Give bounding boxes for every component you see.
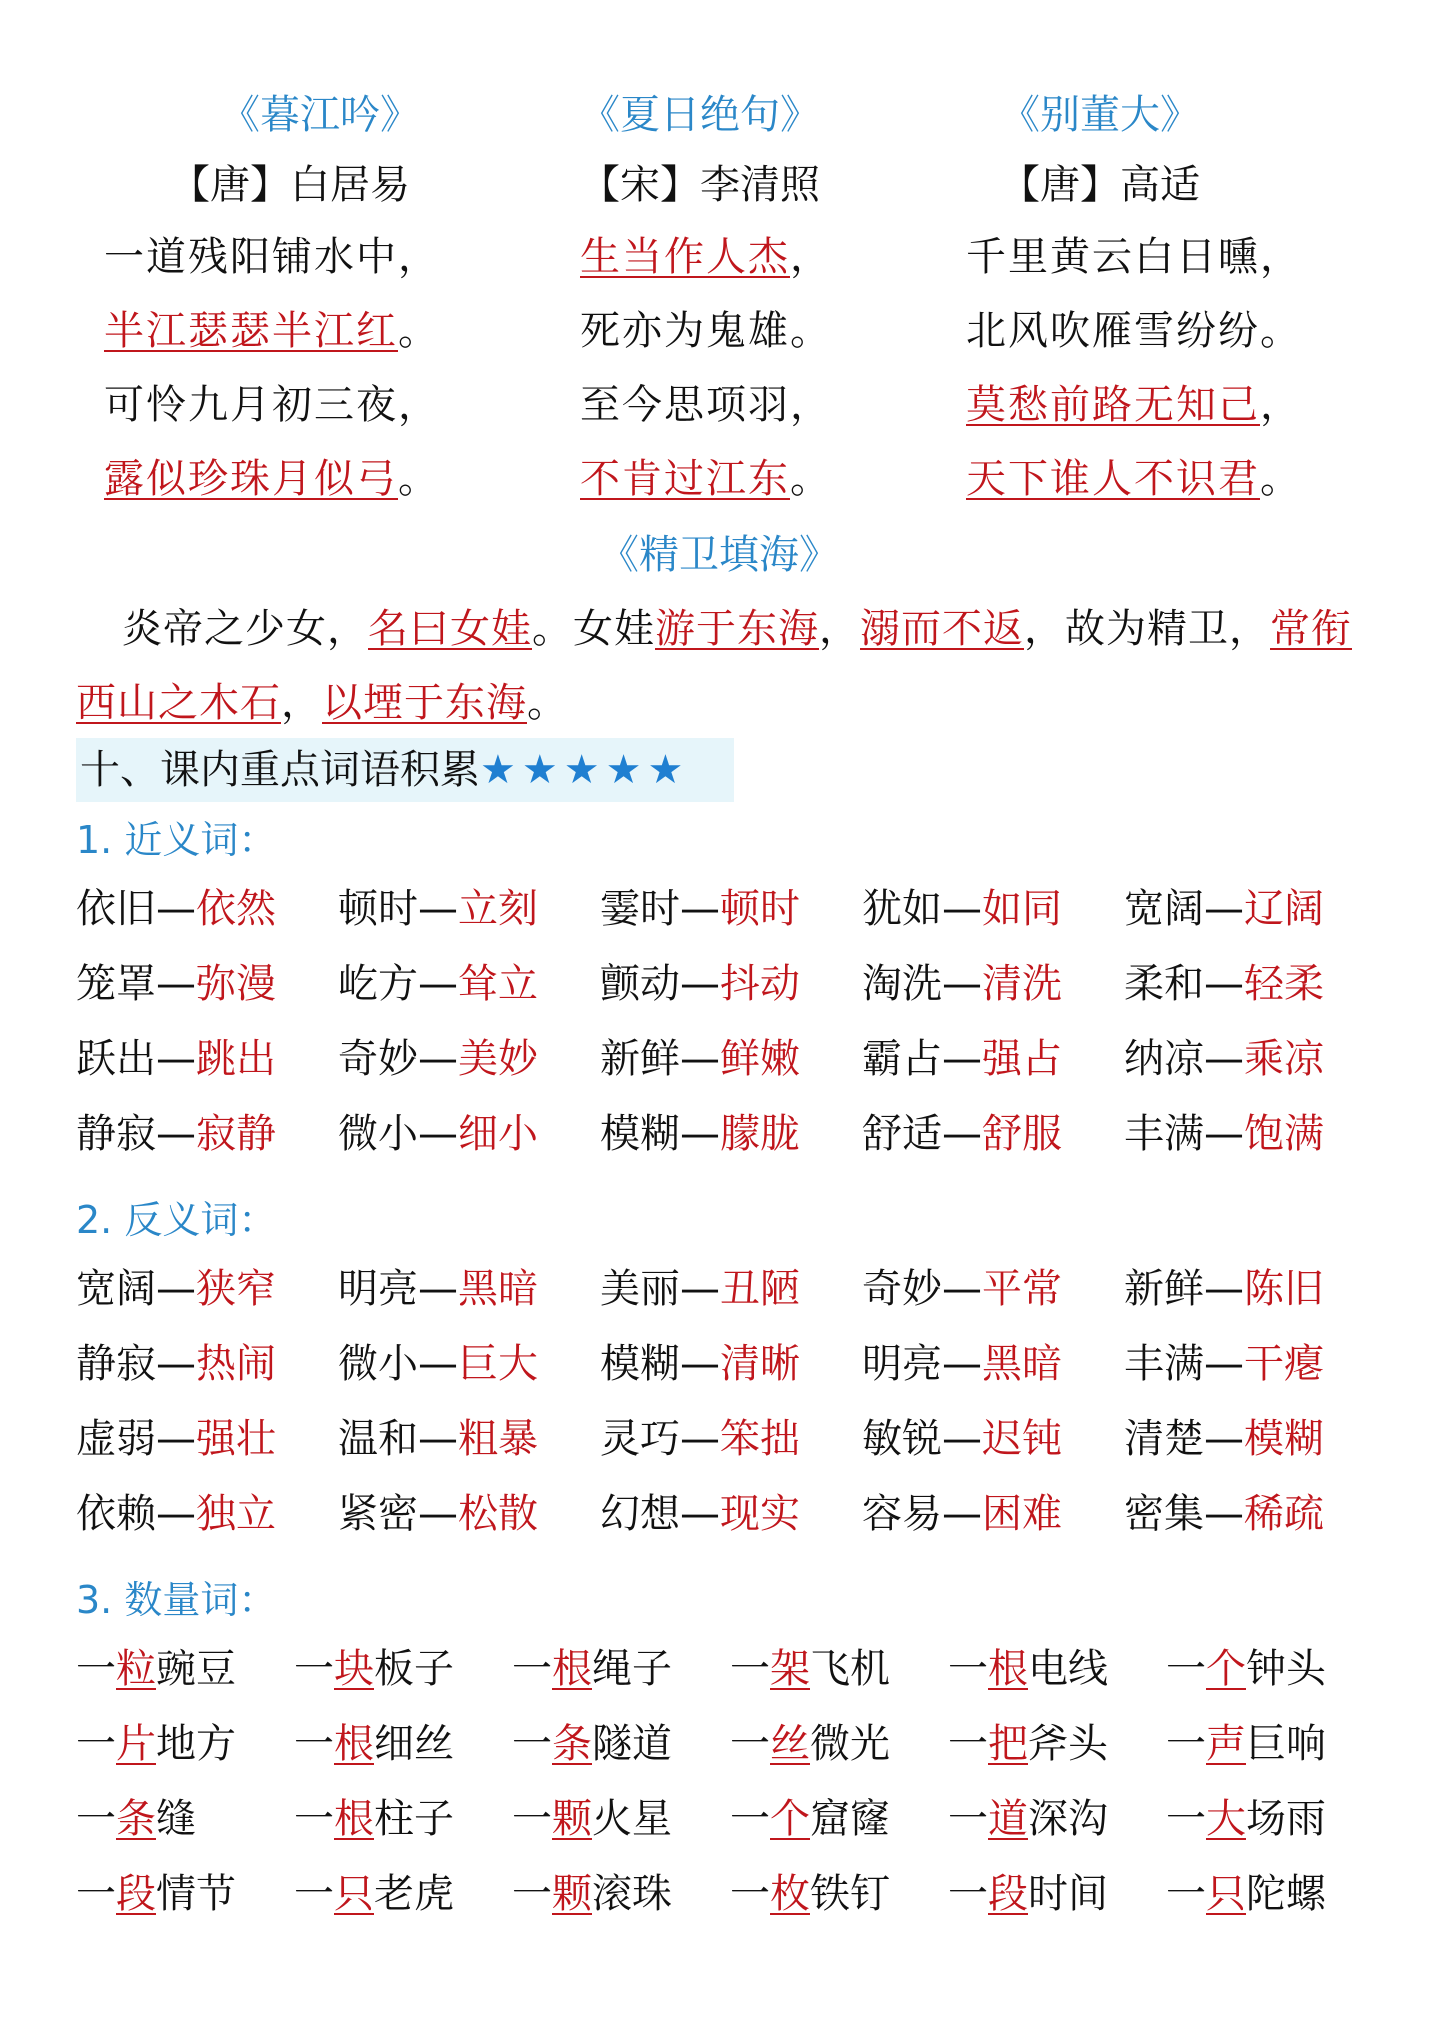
- poem-line: 至今思项羽，: [580, 382, 832, 428]
- measure-row: [76, 1632, 1376, 1707]
- word-pair: [338, 1252, 538, 1327]
- word-given: 宽阔—: [76, 1266, 196, 1312]
- measure-noun: 深沟: [1028, 1796, 1108, 1842]
- word-pair: [862, 1252, 1062, 1327]
- measure-number: 一: [1166, 1721, 1206, 1767]
- poem-line: 死亦为鬼雄。: [580, 308, 832, 354]
- word-given: 犹如—: [862, 886, 982, 932]
- measure-phrase: [512, 1632, 672, 1707]
- word-given: 敏锐—: [862, 1416, 982, 1462]
- word-pair: [76, 947, 276, 1022]
- poem-muyjiangyin: [80, 80, 560, 516]
- word-row: [76, 947, 1376, 1022]
- word-given: 明亮—: [862, 1341, 982, 1387]
- measure-number: 一: [1166, 1646, 1206, 1692]
- measure-row: [76, 1857, 1376, 1932]
- measure-phrase: [512, 1782, 672, 1857]
- word-answer: 耸立: [458, 961, 538, 1007]
- measure-word: 根: [552, 1646, 592, 1692]
- measure-number: 一: [512, 1721, 552, 1767]
- word-given: 模糊—: [600, 1341, 720, 1387]
- word-answer: 轻柔: [1244, 961, 1324, 1007]
- word-pair: [600, 1477, 800, 1552]
- word-row: [76, 1477, 1376, 1552]
- word-row: [76, 1402, 1376, 1477]
- measure-number: 一: [730, 1796, 770, 1842]
- word-answer: 清洗: [982, 961, 1062, 1007]
- measure-phrase: [294, 1632, 454, 1707]
- antonyms-heading: 2. 反义词：: [76, 1198, 277, 1242]
- word-given: 密集—: [1124, 1491, 1244, 1537]
- word-given: 微小—: [338, 1341, 458, 1387]
- word-pair: [1124, 1022, 1324, 1097]
- word-pair: [862, 947, 1062, 1022]
- measure-phrase: [1166, 1707, 1326, 1782]
- word-given: 舒适—: [862, 1111, 982, 1157]
- word-pair: [600, 1402, 800, 1477]
- measure-number: 一: [294, 1721, 334, 1767]
- word-given: 明亮—: [338, 1266, 458, 1312]
- measure-noun: 缝: [156, 1796, 196, 1842]
- measure-phrase: [76, 1707, 236, 1782]
- measure-noun: 微光: [810, 1721, 890, 1767]
- poem-line: 莫愁前路无知己，: [966, 382, 1302, 428]
- word-given: 奇妙—: [862, 1266, 982, 1312]
- word-answer: 饱满: [1244, 1111, 1324, 1157]
- word-pair: [338, 872, 538, 947]
- word-given: 依赖—: [76, 1491, 196, 1537]
- poem-author: 【唐】白居易: [170, 162, 410, 208]
- word-answer: 强占: [982, 1036, 1062, 1082]
- measure-word: 块: [334, 1646, 374, 1692]
- measure-phrase: [948, 1782, 1108, 1857]
- measure-number: 一: [76, 1796, 116, 1842]
- measure-word: 根: [988, 1646, 1028, 1692]
- story-title: 《精卫填海》: [599, 532, 839, 578]
- measure-noun: 地方: [156, 1721, 236, 1767]
- word-answer: 跳出: [196, 1036, 276, 1082]
- measures-grid: [76, 1632, 1376, 1932]
- word-answer: 依然: [196, 886, 276, 932]
- poem-line: 露似珍珠月似弓。: [104, 456, 440, 502]
- word-pair: [76, 1097, 276, 1172]
- word-given: 淘洗—: [862, 961, 982, 1007]
- measure-phrase: [512, 1707, 672, 1782]
- measure-word: 只: [334, 1871, 374, 1917]
- word-given: 宽阔—: [1124, 886, 1244, 932]
- story-text: [76, 592, 1376, 740]
- word-given: 依旧—: [76, 886, 196, 932]
- measure-phrase: [76, 1632, 236, 1707]
- story-key-phrase: 名曰女娃: [368, 606, 532, 652]
- word-pair: [338, 1097, 538, 1172]
- word-pair: [862, 1097, 1062, 1172]
- word-answer: 巨大: [458, 1341, 538, 1387]
- measure-number: 一: [730, 1646, 770, 1692]
- measure-number: 一: [512, 1646, 552, 1692]
- poem-line: 半江瑟瑟半江红。: [104, 308, 440, 354]
- word-row: [76, 1252, 1376, 1327]
- word-given: 美丽—: [600, 1266, 720, 1312]
- story-key-phrase: 溺而不返: [860, 606, 1024, 652]
- measure-word: 个: [770, 1796, 810, 1842]
- measure-word: 根: [334, 1796, 374, 1842]
- story-text-segment: 炎帝之少女，: [122, 606, 368, 652]
- measure-word: 个: [1206, 1646, 1246, 1692]
- word-answer: 笨拙: [720, 1416, 800, 1462]
- word-answer: 鲜嫩: [720, 1036, 800, 1082]
- story-text-segment: ，故为精卫，: [1024, 606, 1270, 652]
- word-pair: [600, 1097, 800, 1172]
- measure-noun: 场雨: [1246, 1796, 1326, 1842]
- word-answer: 独立: [196, 1491, 276, 1537]
- measure-phrase: [948, 1857, 1108, 1932]
- word-pair: [76, 872, 276, 947]
- word-answer: 美妙: [458, 1036, 538, 1082]
- word-given: 静寂—: [76, 1111, 196, 1157]
- story-text-segment: ，: [819, 606, 860, 652]
- word-pair: [76, 1402, 276, 1477]
- word-pair: [600, 1327, 800, 1402]
- word-pair: [1124, 1402, 1324, 1477]
- measure-number: 一: [512, 1796, 552, 1842]
- measure-word: 只: [1206, 1871, 1246, 1917]
- poem-biedongda: [940, 80, 1420, 516]
- measure-noun: 绳子: [592, 1646, 672, 1692]
- word-pair: [1124, 1252, 1324, 1327]
- measure-noun: 豌豆: [156, 1646, 236, 1692]
- word-answer: 辽阔: [1244, 886, 1324, 932]
- word-given: 模糊—: [600, 1111, 720, 1157]
- word-given: 新鲜—: [600, 1036, 720, 1082]
- measure-word: 粒: [116, 1646, 156, 1692]
- word-answer: 弥漫: [196, 961, 276, 1007]
- measure-noun: 柱子: [374, 1796, 454, 1842]
- word-answer: 松散: [458, 1491, 538, 1537]
- measure-word: 把: [988, 1721, 1028, 1767]
- word-answer: 迟钝: [982, 1416, 1062, 1462]
- word-given: 霎时—: [600, 886, 720, 932]
- measure-word: 颗: [552, 1796, 592, 1842]
- measure-noun: 巨响: [1246, 1721, 1326, 1767]
- poem-line: 北风吹雁雪纷纷。: [966, 308, 1302, 354]
- measure-word: 颗: [552, 1871, 592, 1917]
- word-answer: 黑暗: [982, 1341, 1062, 1387]
- story-key-phrase: 游于东海: [655, 606, 819, 652]
- word-pair: [338, 1327, 538, 1402]
- word-pair: [338, 1402, 538, 1477]
- word-answer: 狭窄: [196, 1266, 276, 1312]
- poem-line: 天下谁人不识君。: [966, 456, 1302, 502]
- word-answer: 寂静: [196, 1111, 276, 1157]
- measure-noun: 铁钉: [810, 1871, 890, 1917]
- word-pair: [600, 872, 800, 947]
- word-given: 柔和—: [1124, 961, 1244, 1007]
- poem-author: 【宋】李清照: [580, 162, 820, 208]
- word-answer: 抖动: [720, 961, 800, 1007]
- measure-phrase: [512, 1857, 672, 1932]
- measure-number: 一: [294, 1796, 334, 1842]
- story-text-segment: ，: [281, 680, 322, 726]
- word-pair: [76, 1477, 276, 1552]
- poem-title: 《夏日绝句》: [580, 92, 820, 138]
- word-pair: [338, 1022, 538, 1097]
- word-given: 奇妙—: [338, 1036, 458, 1082]
- word-given: 纳凉—: [1124, 1036, 1244, 1082]
- measure-noun: 情节: [156, 1871, 236, 1917]
- measure-number: 一: [948, 1721, 988, 1767]
- measure-noun: 时间: [1028, 1871, 1108, 1917]
- word-answer: 立刻: [458, 886, 538, 932]
- measure-word: 枚: [770, 1871, 810, 1917]
- word-row: [76, 1327, 1376, 1402]
- word-given: 新鲜—: [1124, 1266, 1244, 1312]
- poem-line: 不肯过江东。: [580, 456, 832, 502]
- word-row: [76, 1097, 1376, 1172]
- word-pair: [600, 1252, 800, 1327]
- word-answer: 现实: [720, 1491, 800, 1537]
- word-answer: 干瘪: [1244, 1341, 1324, 1387]
- poem-author: 【唐】高适: [1000, 162, 1200, 208]
- measure-noun: 斧头: [1028, 1721, 1108, 1767]
- measure-phrase: [730, 1632, 890, 1707]
- section-heading: [76, 738, 734, 802]
- word-given: 丰满—: [1124, 1341, 1244, 1387]
- measure-noun: 陀螺: [1246, 1871, 1326, 1917]
- measure-number: 一: [294, 1646, 334, 1692]
- poem-title: 《别董大》: [1000, 92, 1200, 138]
- word-given: 屹方—: [338, 961, 458, 1007]
- measure-word: 片: [116, 1721, 156, 1767]
- measure-word: 段: [116, 1871, 156, 1917]
- measure-number: 一: [948, 1646, 988, 1692]
- measure-word: 条: [116, 1796, 156, 1842]
- word-answer: 如同: [982, 886, 1062, 932]
- measure-number: 一: [948, 1871, 988, 1917]
- measure-noun: 窟窿: [810, 1796, 890, 1842]
- word-answer: 热闹: [196, 1341, 276, 1387]
- measure-noun: 火星: [592, 1796, 672, 1842]
- measure-phrase: [294, 1782, 454, 1857]
- word-given: 颤动—: [600, 961, 720, 1007]
- synonyms-heading: 1. 近义词：: [76, 818, 277, 862]
- word-given: 跃出—: [76, 1036, 196, 1082]
- word-row: [76, 872, 1376, 947]
- measure-word: 声: [1206, 1721, 1246, 1767]
- word-given: 清楚—: [1124, 1416, 1244, 1462]
- measure-word: 根: [334, 1721, 374, 1767]
- word-given: 容易—: [862, 1491, 982, 1537]
- measure-phrase: [730, 1857, 890, 1932]
- poem-line: 可怜九月初三夜，: [104, 382, 440, 428]
- story-text-segment: 。: [527, 680, 568, 726]
- word-answer: 朦胧: [720, 1111, 800, 1157]
- measure-word: 丝: [770, 1721, 810, 1767]
- measure-word: 架: [770, 1646, 810, 1692]
- section-title: 十、课内重点词语积累: [80, 747, 480, 793]
- measure-number: 一: [730, 1871, 770, 1917]
- measure-number: 一: [512, 1871, 552, 1917]
- word-given: 顿时—: [338, 886, 458, 932]
- measure-phrase: [294, 1857, 454, 1932]
- measure-noun: 飞机: [810, 1646, 890, 1692]
- word-pair: [76, 1252, 276, 1327]
- measure-number: 一: [76, 1721, 116, 1767]
- word-pair: [1124, 947, 1324, 1022]
- word-pair: [600, 947, 800, 1022]
- word-pair: [862, 1327, 1062, 1402]
- word-pair: [862, 1402, 1062, 1477]
- word-answer: 粗暴: [458, 1416, 538, 1462]
- measure-phrase: [76, 1857, 236, 1932]
- poem-line: 一道残阳铺水中，: [104, 234, 440, 280]
- word-answer: 模糊: [1244, 1416, 1324, 1462]
- word-answer: 清晰: [720, 1341, 800, 1387]
- word-given: 紧密—: [338, 1491, 458, 1537]
- word-answer: 乘凉: [1244, 1036, 1324, 1082]
- measure-phrase: [76, 1782, 196, 1857]
- word-given: 虚弱—: [76, 1416, 196, 1462]
- measure-number: 一: [76, 1646, 116, 1692]
- story-key-phrase: 常衔西山之木石: [76, 606, 1352, 726]
- measure-number: 一: [1166, 1796, 1206, 1842]
- measure-number: 一: [294, 1871, 334, 1917]
- word-answer: 黑暗: [458, 1266, 538, 1312]
- measure-phrase: [1166, 1782, 1326, 1857]
- word-given: 丰满—: [1124, 1111, 1244, 1157]
- measure-noun: 滚珠: [592, 1871, 672, 1917]
- word-given: 笼罩—: [76, 961, 196, 1007]
- story-key-phrase: 以堙于东海: [322, 680, 527, 726]
- word-given: 霸占—: [862, 1036, 982, 1082]
- word-answer: 稀疏: [1244, 1491, 1324, 1537]
- antonyms-grid: [76, 1252, 1376, 1552]
- synonyms-grid: [76, 872, 1376, 1172]
- measure-phrase: [730, 1707, 890, 1782]
- measure-phrase: [948, 1707, 1108, 1782]
- measure-row: [76, 1782, 1376, 1857]
- measure-phrase: [294, 1707, 454, 1782]
- story-text-segment: 。女娃: [532, 606, 655, 652]
- word-pair: [1124, 1327, 1324, 1402]
- measure-phrase: [948, 1632, 1108, 1707]
- measure-noun: 细丝: [374, 1721, 454, 1767]
- measure-number: 一: [948, 1796, 988, 1842]
- word-pair: [76, 1327, 276, 1402]
- measure-noun: 板子: [374, 1646, 454, 1692]
- poem-line: 生当作人杰，: [580, 234, 832, 280]
- word-given: 幻想—: [600, 1491, 720, 1537]
- measure-word: 道: [988, 1796, 1028, 1842]
- measure-noun: 电线: [1028, 1646, 1108, 1692]
- measures-heading: 3. 数量词：: [76, 1578, 277, 1622]
- measure-number: 一: [730, 1721, 770, 1767]
- word-pair: [1124, 872, 1324, 947]
- word-row: [76, 1022, 1376, 1097]
- word-answer: 陈旧: [1244, 1266, 1324, 1312]
- measure-word: 条: [552, 1721, 592, 1767]
- word-given: 温和—: [338, 1416, 458, 1462]
- measure-phrase: [1166, 1857, 1326, 1932]
- measure-noun: 老虎: [374, 1871, 454, 1917]
- word-pair: [1124, 1477, 1324, 1552]
- word-pair: [862, 872, 1062, 947]
- star-icons: ★★★★★: [480, 747, 690, 793]
- word-pair: [338, 947, 538, 1022]
- word-pair: [600, 1022, 800, 1097]
- measure-noun: 隧道: [592, 1721, 672, 1767]
- word-answer: 平常: [982, 1266, 1062, 1312]
- measure-word: 大: [1206, 1796, 1246, 1842]
- word-pair: [338, 1477, 538, 1552]
- word-pair: [862, 1477, 1062, 1552]
- measure-phrase: [730, 1782, 890, 1857]
- measure-phrase: [1166, 1632, 1326, 1707]
- poem-line: 千里黄云白日曛，: [966, 234, 1302, 280]
- word-pair: [862, 1022, 1062, 1097]
- word-given: 灵巧—: [600, 1416, 720, 1462]
- word-answer: 丑陋: [720, 1266, 800, 1312]
- word-answer: 强壮: [196, 1416, 276, 1462]
- word-answer: 顿时: [720, 886, 800, 932]
- word-answer: 细小: [458, 1111, 538, 1157]
- word-pair: [76, 1022, 276, 1097]
- poem-title: 《暮江吟》: [220, 92, 420, 138]
- word-given: 静寂—: [76, 1341, 196, 1387]
- word-given: 微小—: [338, 1111, 458, 1157]
- measure-number: 一: [1166, 1871, 1206, 1917]
- measure-noun: 钟头: [1246, 1646, 1326, 1692]
- word-answer: 困难: [982, 1491, 1062, 1537]
- measure-number: 一: [76, 1871, 116, 1917]
- word-pair: [1124, 1097, 1324, 1172]
- measure-word: 段: [988, 1871, 1028, 1917]
- word-answer: 舒服: [982, 1111, 1062, 1157]
- measure-row: [76, 1707, 1376, 1782]
